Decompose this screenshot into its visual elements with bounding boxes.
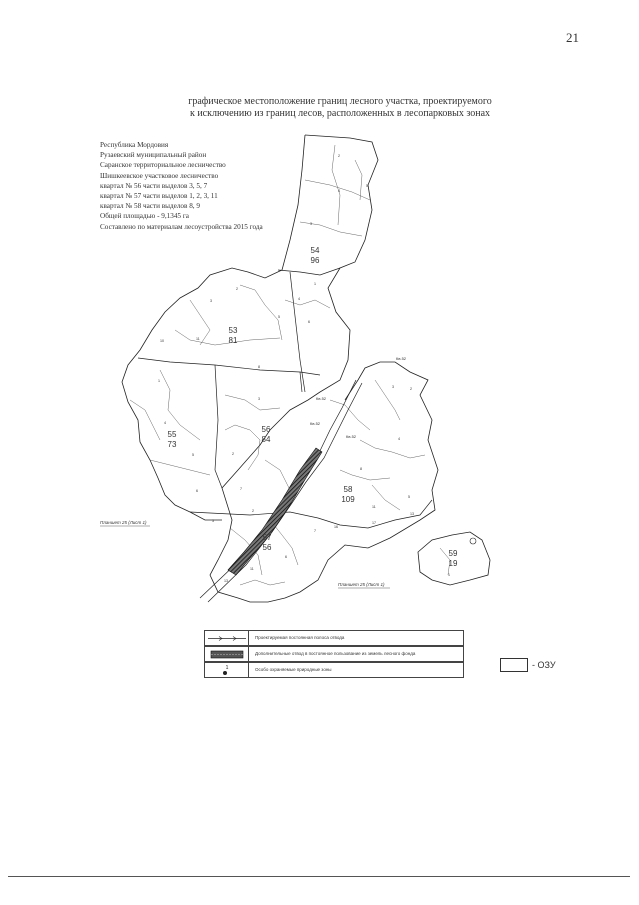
svg-text:11: 11 xyxy=(250,567,254,571)
svg-text:11: 11 xyxy=(196,337,200,341)
quarter-area: 109 xyxy=(341,495,355,504)
svg-text:2: 2 xyxy=(232,452,234,456)
road-label: Кв.52 xyxy=(346,434,357,439)
road-label: Кв.52 xyxy=(316,396,327,401)
hatched-strip-icon xyxy=(205,647,249,661)
svg-text:3: 3 xyxy=(258,397,260,401)
quarter-area: 84 xyxy=(261,435,271,444)
quarter-number: 54 xyxy=(310,246,320,255)
legend-text: Особо охраняемые природные зоны xyxy=(255,667,332,672)
svg-text:1: 1 xyxy=(158,379,160,383)
dot-marker-icon xyxy=(205,663,249,677)
road-label: Кв.52 xyxy=(310,421,321,426)
hatched-allotment xyxy=(228,448,322,575)
svg-text:16: 16 xyxy=(334,525,338,529)
svg-text:3: 3 xyxy=(212,519,214,523)
boundary-line-icon xyxy=(205,631,249,645)
svg-text:3: 3 xyxy=(210,299,212,303)
svg-text:5: 5 xyxy=(408,495,410,499)
svg-text:3: 3 xyxy=(392,385,394,389)
svg-text:13: 13 xyxy=(224,579,228,583)
quarter-area: 56 xyxy=(262,543,272,552)
quarter-area: 96 xyxy=(310,256,320,265)
svg-text:4: 4 xyxy=(298,297,300,301)
legend-row-allotment xyxy=(204,646,464,662)
quarter-number: 56 xyxy=(261,425,271,434)
quarter-number: 59 xyxy=(448,549,458,558)
plan-label-left: Планшет 25 (Лист 1) xyxy=(100,520,147,525)
info-source: Составлено по материалам лесоустройства 2015 года xyxy=(100,222,263,231)
svg-text:10: 10 xyxy=(160,339,164,343)
svg-text:8: 8 xyxy=(360,467,362,471)
info-quarter-58: квартал № 58 части выделов 8, 9 xyxy=(100,202,200,211)
svg-text:17: 17 xyxy=(372,521,376,525)
forest-boundary-north xyxy=(282,135,305,270)
quarter-number: 57 xyxy=(262,533,272,542)
svg-text:7: 7 xyxy=(314,529,316,533)
quarter-number: 55 xyxy=(167,430,177,439)
legend-row-boundary xyxy=(204,630,464,646)
quarter-area: 81 xyxy=(228,336,238,345)
svg-text:8: 8 xyxy=(258,365,260,369)
svg-text:2: 2 xyxy=(338,154,340,158)
info-quarter-57: квартал № 57 части выделов 1, 2, 3, 11 xyxy=(100,192,218,201)
svg-text:6: 6 xyxy=(285,555,287,559)
svg-text:7: 7 xyxy=(240,487,242,491)
quarter-area: 19 xyxy=(448,559,458,568)
page-number: 21 xyxy=(566,30,579,45)
svg-text:6: 6 xyxy=(196,489,198,493)
page-bottom-rule xyxy=(8,876,630,877)
forest-boundary-west xyxy=(122,268,282,520)
quarter-lines xyxy=(138,268,432,528)
road-labels xyxy=(310,356,407,439)
info-quarter-56: квартал № 56 части выделов 3, 5, 7 xyxy=(100,181,208,190)
svg-text:4: 4 xyxy=(398,437,400,441)
road-label: Кв.52 xyxy=(396,356,407,361)
legend xyxy=(204,630,464,678)
info-forestry: Саранское территориальное лесничество xyxy=(100,161,226,170)
quarter-area: 73 xyxy=(167,440,177,449)
svg-text:3: 3 xyxy=(310,222,312,226)
svg-text:5: 5 xyxy=(366,184,368,188)
svg-text:2: 2 xyxy=(410,387,412,391)
svg-text:4: 4 xyxy=(164,421,166,425)
svg-text:4: 4 xyxy=(338,189,340,193)
legend-marker-number: 1 xyxy=(225,665,229,671)
title-line-2: к исключению из границ лесов, расположенных в лесопарковых зонах xyxy=(189,108,491,119)
svg-text:2: 2 xyxy=(236,287,238,291)
legend-row-protected xyxy=(204,662,464,678)
svg-text:13: 13 xyxy=(410,512,414,516)
info-total-area: Общей площадью - 9,1345 га xyxy=(100,212,189,221)
info-republic: Республика Мордовия xyxy=(100,141,169,149)
info-district: Рузаевский муниципальный район xyxy=(100,151,207,160)
svg-text:5: 5 xyxy=(192,453,194,457)
title-line-1: графическое местоположение границ лесного участка, проектируемого xyxy=(188,96,492,107)
info-section-forestry: Шишкеевское участковое лесничество xyxy=(100,171,219,180)
quarter-number: 53 xyxy=(228,326,238,335)
quarter-number: 58 xyxy=(343,485,353,494)
svg-text:1: 1 xyxy=(314,282,316,286)
ozu-label: - ОЗУ xyxy=(532,660,556,670)
legend-text: Проектируемая постоянная полоса отвода xyxy=(255,635,345,640)
legend-text: Дополнительные отвод в постоянное пользование из земель лесного фонда xyxy=(255,651,416,656)
railway-corridor xyxy=(200,380,362,602)
svg-text:2: 2 xyxy=(252,509,254,513)
svg-text:6: 6 xyxy=(308,320,310,324)
svg-text:1: 1 xyxy=(448,573,450,577)
plan-label-right: Планшет 25 (Лист 1) xyxy=(338,582,385,587)
ozu-legend-box xyxy=(500,658,528,672)
svg-text:11: 11 xyxy=(372,505,376,509)
svg-text:5: 5 xyxy=(278,315,280,319)
